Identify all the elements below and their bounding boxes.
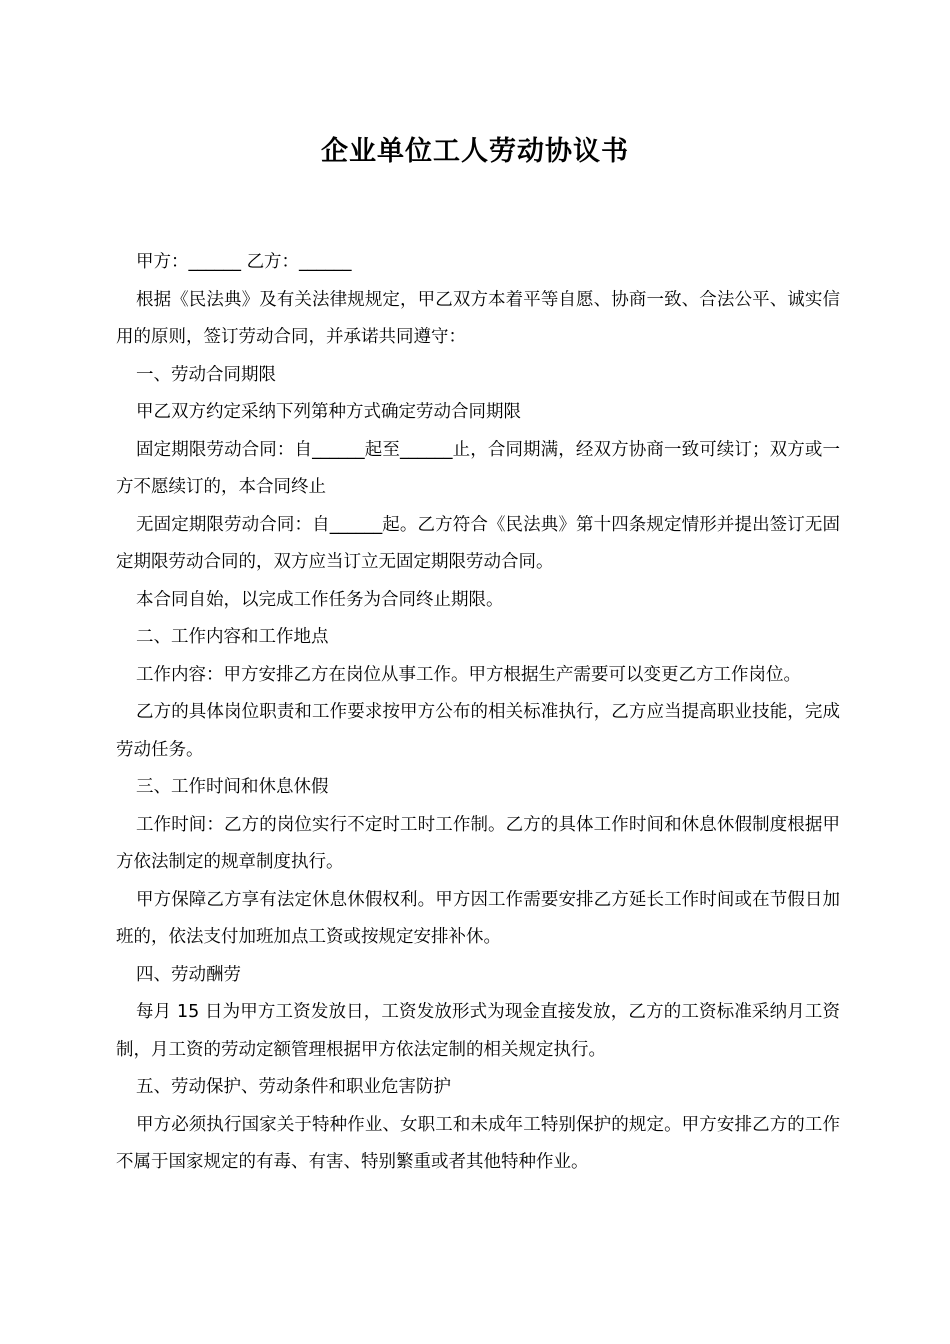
rest-leave-paragraph: 甲方保障乙方享有法定休息休假权利。甲方因工作需要安排乙方延长工作时间或在节假日加班的，依法支付加班加点工资或按规定安排补休。 (116, 889, 840, 947)
fixed-term-paragraph: 固定期限劳动合同：自______起至______止，合同期满，经双方协商一致可续订；双方或一方不愿续订的，本合同终止 (116, 439, 840, 497)
parties-line: 甲方：______ 乙方：______ (136, 252, 352, 272)
open-term-paragraph: 无固定期限劳动合同：自______起。乙方符合《民法典》第十四条规定情形并提出签订无固定期限劳动合同的，双方应当订立无固定期限劳动合同。 (116, 514, 840, 572)
section-heading-work-content: 二、工作内容和工作地点 (136, 627, 329, 647)
section-heading-contract-term: 一、劳动合同期限 (136, 364, 276, 385)
document-title: 企业单位工人劳动协议书 (321, 136, 629, 167)
work-hours-paragraph: 工作时间：乙方的岗位实行不定时工时工作制。乙方的具体工作时间和休息休假制度根据甲方依法制定的规章制度执行。 (116, 814, 840, 872)
preamble-paragraph: 根据《民法典》及有关法律规规定，甲乙双方本着平等自愿、协商一致、合法公平、诚实信用的原则，签订劳动合同，并承诺共同遵守： (116, 289, 840, 347)
section-heading-work-hours: 三、工作时间和休息休假 (136, 777, 329, 797)
section-heading-labor-protection: 五、劳动保护、劳动条件和职业危害防护 (136, 1077, 451, 1097)
document-body (116, 244, 840, 1182)
section-heading-remuneration: 四、劳动酬劳 (136, 964, 241, 985)
labor-protection-paragraph: 甲方必须执行国家关于特种作业、女职工和未成年工特别保护的规定。甲方安排乙方的工作不属于国家规定的有毒、有害、特别繁重或者其他特种作业。 (116, 1114, 840, 1172)
term-method-paragraph: 甲乙双方约定采纳下列第种方式确定劳动合同期限 (136, 402, 521, 422)
task-term-paragraph: 本合同自始，以完成工作任务为合同终止期限。 (136, 589, 504, 610)
job-duties-paragraph: 乙方的具体岗位职责和工作要求按甲方公布的相关标准执行，乙方应当提高职业技能，完成劳动任务。 (116, 702, 840, 760)
remuneration-paragraph: 每月 15 日为甲方工资发放日，工资发放形式为现金直接发放，乙方的工资标准采纳月工资制，月工资的劳动定额管理根据甲方依法定制的相关规定执行。 (116, 1002, 840, 1060)
work-content-paragraph: 工作内容：甲方安排乙方在岗位从事工作。甲方根据生产需要可以变更乙方工作岗位。 (136, 664, 801, 685)
